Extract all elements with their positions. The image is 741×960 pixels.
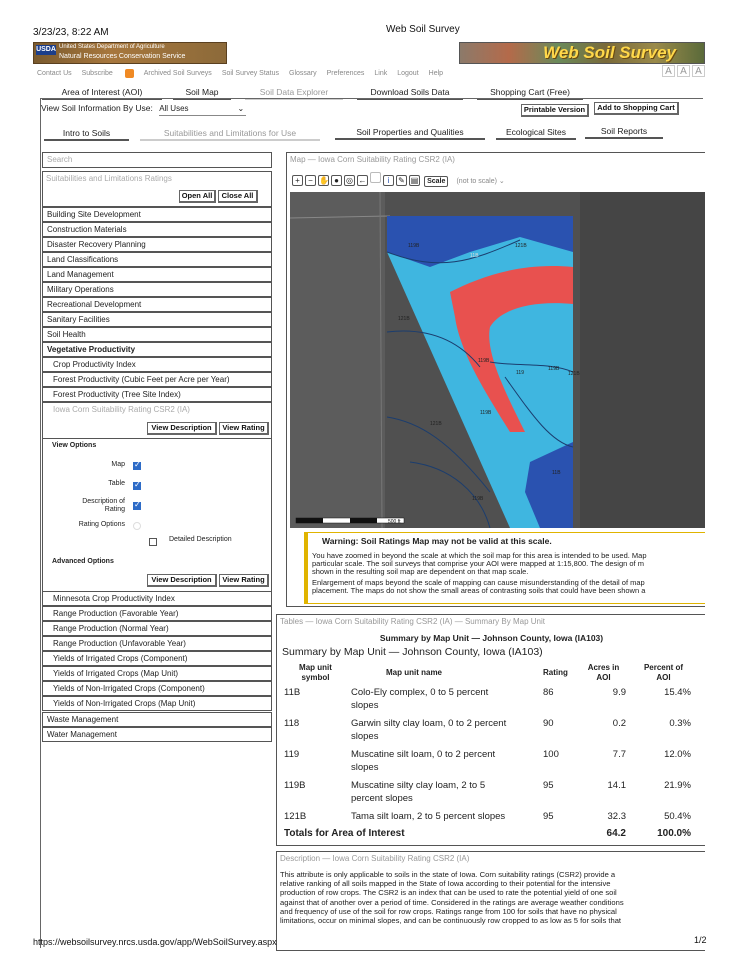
col-acres-1: Acres in — [587, 663, 620, 672]
tab-suitabilities-limitations[interactable]: Suitabilities and Limitations for Use — [140, 127, 320, 141]
add-to-shopping-cart-button[interactable]: Add to Shopping Cart — [594, 102, 679, 115]
description-text: This attribute is only applicable to soils in the state of Iowa. Corn suitability ratings (CSR2) provide a relative ranking of all soils mapped in the State of Iowa according to their potential for the intensive production of row crops. The CSR2 is an index that can be used to rate the potential yield of one soil against that of another over a period of time. Considered in the ratings are average weather conditions and frequency of use of the soil for row crops. Ratings range from 100 for soils that have no physical limitations, occur on minimal slopes, and can be continuously row cropped to as low as 5 for soils that — [280, 870, 624, 926]
category-soil-health[interactable]: Soil Health — [42, 327, 272, 342]
print-datetime: 3/23/23, 8:22 AM — [33, 27, 109, 38]
rating-options-radio[interactable] — [133, 522, 141, 530]
usda-agency-line: Natural Resources Conservation Service — [59, 53, 186, 60]
top-nav — [37, 69, 453, 78]
view-by-label: View Soil Information By Use: — [41, 103, 153, 113]
open-all-button[interactable]: Open All — [179, 190, 216, 203]
opt-map-label: Map — [111, 461, 125, 468]
view-rating-button-2[interactable]: View Rating — [219, 574, 269, 587]
col-percent-2: AOI — [656, 673, 671, 682]
tab-soil-map[interactable]: Soil Map — [173, 86, 231, 100]
zoom-out-icon[interactable]: − — [305, 175, 316, 186]
advanced-options-heading: Advanced Options — [52, 558, 114, 565]
table-checkbox[interactable] — [133, 482, 141, 490]
font-large-button[interactable]: A — [692, 65, 705, 77]
category-military[interactable]: Military Operations — [42, 282, 272, 297]
print-url: https://websoilsurvey.nrcs.usda.gov/app/WebSoilSurvey.aspx — [33, 937, 277, 947]
warning-title: Warning: Soil Ratings Map may not be valid at this scale. — [322, 536, 552, 546]
warning-line: You have zoomed in beyond the scale at which the soil map for this area is intended to be used. Map — [312, 552, 647, 560]
printable-version-button[interactable]: Printable Version — [521, 104, 589, 117]
soil-map[interactable] — [290, 192, 705, 528]
map-label: 119B — [548, 366, 560, 372]
usda-mark: USDA — [36, 46, 56, 53]
map-toolbar — [292, 172, 505, 187]
close-all-button[interactable]: Close All — [218, 190, 258, 203]
print-icon[interactable]: ▤ — [410, 176, 419, 185]
item-range-normal[interactable]: Range Production (Normal Year) — [42, 621, 272, 636]
col-name: Map unit name — [386, 668, 443, 677]
nav-glossary[interactable]: Glossary — [289, 70, 317, 78]
item-irrigated-mapunit[interactable]: Yields of Irrigated Crops (Map Unit) — [42, 666, 272, 681]
nav-preferences[interactable]: Preferences — [326, 70, 365, 78]
font-small-button[interactable]: A — [662, 65, 675, 77]
identify-icon[interactable]: i — [383, 175, 394, 186]
tab-download-soils-data[interactable]: Download Soils Data — [357, 86, 463, 100]
item-range-unfavorable[interactable]: Range Production (Unfavorable Year) — [42, 636, 272, 651]
opt-desc-label-1: Description of — [82, 498, 125, 505]
scale-select[interactable]: (not to scale) — [456, 178, 497, 185]
col-symbol-2: symbol — [301, 673, 330, 682]
warning-line: particular scale. The soil surveys that comprise your AOI were mapped at 1:15,800. The design of m — [312, 560, 644, 568]
map-label: 121B — [430, 421, 442, 427]
item-range-favorable[interactable]: Range Production (Favorable Year) — [42, 606, 272, 621]
item-crop-productivity[interactable]: Crop Productivity Index — [42, 357, 272, 372]
col-symbol-1: Map unit — [299, 663, 332, 672]
category-recreational[interactable]: Recreational Development — [42, 297, 272, 312]
usda-dept-line: United States Department of Agriculture — [59, 44, 165, 50]
category-water-mgmt[interactable]: Water Management — [42, 727, 272, 742]
map-label: 121B — [398, 316, 410, 322]
map-label: 119B — [478, 358, 490, 364]
detailed-description-checkbox[interactable] — [149, 538, 157, 546]
full-extent-icon[interactable]: ◎ — [344, 175, 355, 186]
search-input[interactable]: Search — [42, 152, 272, 168]
tab-ecological-sites[interactable]: Ecological Sites — [496, 126, 576, 140]
scalebar-label: 500 ft — [388, 519, 401, 525]
item-nonirrigated-component[interactable]: Yields of Non-Irrigated Crops (Component) — [42, 681, 272, 696]
globe-icon[interactable]: ● — [331, 175, 342, 186]
scale-warning — [304, 532, 705, 604]
usda-logo[interactable] — [33, 42, 227, 64]
table-caption: Summary by Map Unit — Johnson County, Iowa (IA103) — [282, 646, 543, 658]
item-iowa-csr2-block — [42, 402, 272, 439]
warning-line: Enlargement of maps beyond the scale of mapping can cause misunderstanding of the detail of map — [312, 579, 645, 587]
category-land-class[interactable]: Land Classifications — [42, 252, 272, 267]
chevron-down-icon: ⌄ — [496, 178, 505, 185]
col-percent-1: Percent of — [643, 663, 684, 672]
site-banner — [33, 42, 705, 64]
ratings-header-block — [42, 171, 272, 207]
soil-map-svg — [290, 192, 705, 528]
item-nonirrigated-mapunit[interactable]: Yields of Non-Irrigated Crops (Map Unit) — [42, 696, 272, 711]
description-panel — [276, 851, 705, 951]
nav-contact-us[interactable]: Contact Us — [37, 70, 72, 78]
opt-table-label: Table — [108, 480, 125, 487]
nav-logout[interactable]: Logout — [397, 70, 419, 78]
tab-intro-to-soils[interactable]: Intro to Soils — [44, 127, 129, 141]
item-minnesota-cpi[interactable]: Minnesota Crop Productivity Index — [42, 591, 272, 606]
nav-link[interactable]: Link — [374, 70, 388, 78]
nav-subscribe[interactable]: Subscribe — [82, 70, 134, 77]
tables-panel: Tables — Iowa Corn Suitability Rating CSR2 (IA) — Summary By Map Unit Summary by Map Unit — Johnson County, Iowa (IA103) Summary by Map Unit — Johnson County, Iowa (IA103) Map unit symbol Map unit name Rating Acres in AOI Percent of AOI 11B Colo-Ely complex, 0 to 5 percent slopes 86 9.9 15.4% 118 Garwin silty clay loam, 0 to 2 percent slopes 90 0.2 0.3% 119 Muscatine silt loam, 0 to 2 percent slopes 100 7.7 12.0% 119B Muscatine silty clay loam, 2 to 5 percent slopes 95 14.1 21.9% 121B Tama silt loam, 2 to 5 percent slopes 95 32.3 50.4% Totals for Area of Interest 64.2 100.0% — [276, 614, 705, 846]
forward-icon[interactable] — [370, 172, 381, 183]
map-label: 121B — [515, 243, 527, 249]
category-waste-mgmt[interactable]: Waste Management — [42, 712, 272, 727]
web-soil-survey-logo — [459, 42, 705, 64]
description-panel-title: Description — Iowa Corn Suitability Rating CSR2 (IA) — [280, 854, 470, 863]
scale-button[interactable]: Scale — [424, 176, 448, 187]
map-label: 119B — [408, 243, 420, 249]
table-caption-bold: Summary by Map Unit — Johnson County, Iowa (IA103) — [379, 633, 604, 643]
category-vegetative[interactable]: Vegetative Productivity — [42, 342, 272, 357]
opt-rating-options-label: Rating Options — [78, 521, 125, 528]
tab-soil-data-explorer[interactable]: Soil Data Explorer — [245, 86, 343, 100]
opt-desc-label-2: Rating — [104, 506, 125, 513]
tab-area-of-interest[interactable]: Area of Interest (AOI) — [42, 86, 162, 100]
wss-logo-text: Web Soil Survey — [543, 43, 676, 62]
col-rating: Rating — [543, 668, 568, 677]
pan-icon[interactable]: ✋ — [319, 176, 329, 185]
category-construction[interactable]: Construction Materials — [42, 222, 272, 237]
view-options-block — [42, 438, 272, 593]
category-disaster[interactable]: Disaster Recovery Planning — [42, 237, 272, 252]
map-label: 119B — [480, 410, 492, 416]
ratings-header: Suitabilities and Limitations Ratings — [46, 174, 172, 183]
map-label: 11B — [470, 253, 479, 259]
view-by-select[interactable]: All Uses ⌄ — [159, 104, 246, 116]
map-label: 121B — [568, 371, 580, 377]
nav-status[interactable]: Soil Survey Status — [221, 70, 280, 78]
map-label: 119 — [516, 370, 524, 376]
map-label: 119B — [472, 496, 484, 502]
view-description-button-2[interactable]: View Description — [147, 574, 217, 587]
category-land-mgmt[interactable]: Land Management — [42, 267, 272, 282]
tab-shopping-cart[interactable]: Shopping Cart (Free) — [477, 86, 583, 100]
print-title: Web Soil Survey — [386, 24, 460, 35]
warning-line: placement. The maps do not show the small areas of contrasting soils that could have been shown a — [312, 587, 646, 595]
view-by-use — [41, 103, 246, 116]
warning-line: shown in the resulting soil map are dependent on that map scale. — [312, 568, 529, 576]
item-iowa-csr2[interactable]: Iowa Corn Suitability Rating CSR2 (IA) — [53, 405, 190, 414]
category-sanitary[interactable]: Sanitary Facilities — [42, 312, 272, 327]
tables-panel-title: Tables — Iowa Corn Suitability Rating CSR2 (IA) — Summary By Map Unit — [280, 617, 545, 626]
description-checkbox[interactable] — [133, 502, 141, 510]
category-building-site[interactable]: Building Site Development — [42, 207, 272, 222]
font-medium-button[interactable]: A — [677, 65, 690, 77]
opt-detailed-label: Detailed Description — [169, 536, 232, 543]
zoom-in-icon[interactable]: + — [292, 175, 303, 186]
view-description-button[interactable]: View Description — [147, 422, 217, 435]
item-irrigated-component[interactable]: Yields of Irrigated Crops (Component) — [42, 651, 272, 666]
chevron-down-icon: ⌄ — [237, 104, 245, 113]
font-size-controls — [660, 65, 705, 77]
rss-icon — [125, 69, 134, 78]
col-acres-2: AOI — [596, 673, 611, 682]
item-forest-cubic[interactable]: Forest Productivity (Cubic Feet per Acre per Year) — [42, 372, 272, 387]
nav-help[interactable]: Help — [428, 70, 444, 78]
tab-soil-reports[interactable]: Soil Reports — [585, 125, 663, 139]
view-options-heading: View Options — [52, 442, 97, 449]
item-forest-tree-site[interactable]: Forest Productivity (Tree Site Index) — [42, 387, 272, 402]
print-page-number: 1/2 — [694, 935, 707, 945]
back-arrow-icon[interactable]: ← — [358, 176, 367, 185]
map-label: 11B — [552, 470, 561, 476]
map-checkbox[interactable] — [133, 462, 141, 470]
view-rating-button[interactable]: View Rating — [219, 422, 269, 435]
measure-icon[interactable]: ✎ — [396, 175, 407, 186]
map-panel-title: Map — Iowa Corn Suitability Rating CSR2 (IA) — [290, 155, 455, 164]
tab-soil-properties[interactable]: Soil Properties and Qualities — [335, 126, 485, 140]
nav-archived[interactable]: Archived Soil Surveys — [143, 70, 212, 78]
